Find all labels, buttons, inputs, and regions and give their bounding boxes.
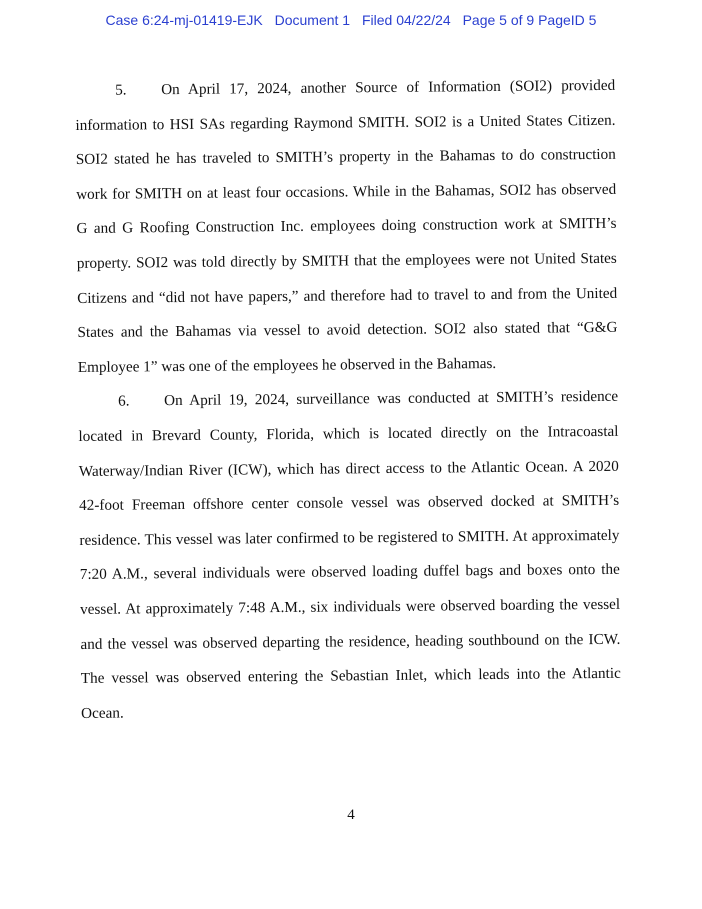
- filed-date: Filed 04/22/24: [361, 12, 451, 28]
- document-number: Document 1: [274, 12, 351, 28]
- paragraph-5: [75, 69, 618, 386]
- page-id: Page 5 of 9 PageID 5: [462, 12, 597, 28]
- case-number: Case 6:24-mj-01419-EJK: [105, 12, 263, 28]
- paragraph-number: 5.: [115, 81, 127, 99]
- page-number: 4: [347, 807, 355, 823]
- paragraph-text: On April 19, 2024, surveillance was conducted at SMITH’s residence located in Brevard County, Florida, which is located directly on the Intracoastal Waterway/Indian River (ICW), which has direct access to the Atlantic Ocean. A 2020 42-foot Freeman offshore center console vessel was observed docked at SMITH’s residence. This vessel was later confirmed to be registered to SMITH. At approximately 7:20 A.M., several individuals were observed loading duffel bags and boxes onto the vessel. At approximately 7:48 A.M., six individuals were observed boarding the vessel and the vessel was observed departing the residence, heading southbound on the ICW. The vessel was observed entering the Sebastian Inlet, which leads into the Atlantic Ocean.: [78, 388, 621, 722]
- paragraph-text: On April 17, 2024, another Source of Information (SOI2) provided information to HSI SAs regarding Raymond SMITH. SOI2 is a United States Citizen. SOI2 stated he has traveled to SMITH’s property in the Bahamas to do construction work for SMITH on at least four occasions. While in the Bahamas, SOI2 has observed G and G Roofing Construction Inc. employees doing construction work at SMITH’s property. SOI2 was told directly by SMITH that the employees were not United States Citizens and “did not have papers,” and therefore had to travel to and from the United States and the Bahamas via vessel to avoid detection. SOI2 also stated that “G&G Employee 1” was one of the employees he observed in the Bahamas.: [75, 76, 618, 376]
- court-filing-header: [0, 12, 702, 28]
- paragraph-6: [78, 380, 621, 731]
- document-body: [75, 69, 621, 731]
- paragraph-number: 6.: [118, 392, 130, 410]
